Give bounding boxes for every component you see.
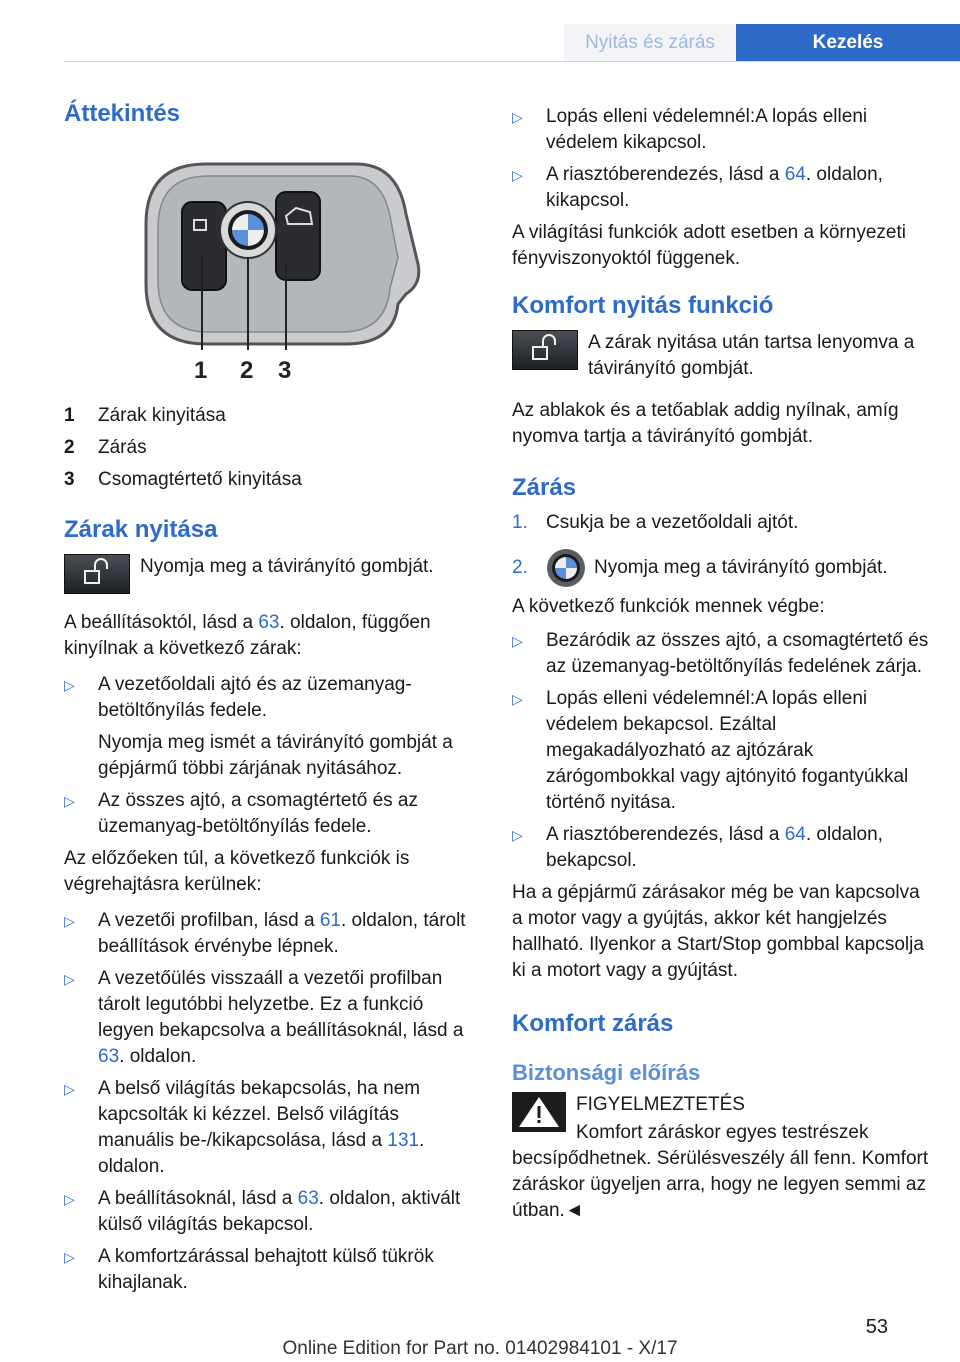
list-item (64, 1076, 476, 1180)
settings-text-post: . oldalon, függően kinyílnak a következő zárak: (64, 612, 431, 659)
step-text: Nyomja meg a távirányító gombját. (594, 557, 888, 578)
bullet-text: A riasztóberendezés, lásd a (546, 824, 785, 845)
bullet-text-post: . oldalon, bekapcsol. (546, 824, 883, 871)
bullet-text: Bezáródik az összes ajtó, a csomagtértető és az üzemanyag-betöltőnyílás fedelének zárja. (546, 630, 929, 677)
triangle-bullet-icon: ▷ (512, 691, 523, 707)
list-item (64, 1186, 476, 1238)
legend-text: Zárás (98, 437, 147, 458)
bullet-text: A vezetői profilban, lásd a (98, 910, 320, 931)
page-link-61[interactable]: 61 (319, 910, 341, 931)
bullet-text: A komfortzárással behajtott külső tükrök kihajlanak. (98, 1246, 434, 1293)
triangle-bullet-icon: ▷ (64, 677, 75, 693)
legend-item (64, 464, 476, 496)
page-link-63[interactable]: 63 (98, 1046, 120, 1067)
comfort-close-heading: Komfort zárás (512, 1010, 674, 1037)
section-tab[interactable]: Nyitás és zárás (564, 24, 736, 62)
step-text: Csukja be a vezetőoldali ajtót. (546, 512, 799, 533)
bullet-text: A beállításoknál, lásd a (98, 1188, 298, 1209)
triangle-bullet-icon: ▷ (64, 971, 75, 987)
running-header (564, 24, 960, 62)
remote-key-figure (136, 154, 426, 384)
triangle-bullet-icon: ▷ (64, 913, 75, 929)
bullet-text-post: . oldalon. (119, 1046, 197, 1067)
chapter-tab[interactable]: Kezelés (736, 24, 960, 62)
list-item (64, 788, 476, 840)
comfort-open-row (512, 330, 930, 382)
comfort-open-text: A zárak nyitása után tartsa lenyomva a távirányító gombját. (588, 332, 915, 379)
triangle-bullet-icon: ▷ (512, 167, 523, 183)
overview-heading: Áttekintés (64, 100, 181, 127)
warning-icon (512, 1092, 566, 1132)
bullet-text: A riasztóberendezés, lásd a (546, 164, 785, 185)
bullet-text: A vezetőoldali ajtó és az üzemanyag-betöltőnyílás fedele. (98, 674, 412, 721)
figure-label-3: 3 (278, 357, 292, 384)
header-divider (64, 61, 960, 62)
step-item (512, 510, 930, 536)
bullet-text-post: . oldalon. (98, 1130, 425, 1177)
unlock-instruction: Nyomja meg a távirányító gombját. (140, 556, 434, 577)
bullet-text-post: . oldalon, kikapcsol. (546, 164, 883, 211)
right-column (512, 104, 930, 1224)
footer-edition: Online Edition for Part no. 01402984101 - X/17 (282, 1338, 678, 1359)
triangle-bullet-icon: ▷ (512, 827, 523, 843)
unlock-instruction-row (64, 554, 476, 594)
bullet-text: A vezetőülés visszaáll a vezetői profilban tárolt legutóbbi helyzetbe. Ez a funkció legyen bekapcsolva a beállításoknál, lásd a (98, 968, 464, 1041)
settings-text-pre: A beállításoktól, lásd a (64, 612, 259, 633)
unlock-key-button (182, 202, 226, 290)
lighting-paragraph: A világítási funkciók adott esetben a környezeti fényviszonyoktól függenek. (512, 222, 906, 269)
bullet-text: A belső világítás bekapcsolás, ha nem kapcsolták ki kézzel. Belső világítás manuális be-/kikapcsolása, lásd a (98, 1078, 421, 1151)
legend-number: 3 (64, 469, 75, 490)
ignition-paragraph: Ha a gépjármű zárásakor még be van kapcsolva a motor vagy a gyújtás, akkor két hangjelzés hallható. Ilyenkor a Start/Stop gombbal kapcsolja ki a motort vagy a gyújtást. (512, 882, 924, 981)
bullet-text: Lopás elleni védelemnél:A lopás elleni védelem kikapcsol. (546, 106, 868, 153)
bullet-text: Az összes ajtó, a csomagtértető és az üzemanyag-betöltőnyílás fedele. (98, 790, 418, 837)
unlock-heading: Zárak nyitása (64, 516, 218, 543)
step-item (512, 548, 930, 588)
unlock-button-icon (64, 554, 130, 594)
page-link-63[interactable]: 63 (297, 1188, 319, 1209)
list-item (512, 628, 930, 680)
list-item (64, 672, 476, 782)
comfort-open-heading: Komfort nyitás funkció (512, 292, 774, 319)
bmw-logo-icon (546, 548, 586, 588)
unlock-button-icon (512, 330, 578, 370)
legend-item (64, 432, 476, 464)
lock-steps (512, 510, 930, 588)
trunk-key-button (276, 192, 320, 280)
triangle-bullet-icon: ▷ (64, 1191, 75, 1207)
list-item (64, 1244, 476, 1296)
warning-text: Komfort záráskor egyes testrészek becsípődhetnek. Sérülésveszély áll fenn. Komfort záráskor ügyeljen arra, hogy ne legyen semmi az útban.◄ (512, 1122, 929, 1221)
legend-text: Zárak kinyitása (98, 405, 226, 426)
bullet-text-post: . oldalon, tárolt beállítások érvénybe lépnek. (98, 910, 466, 957)
legend-number: 2 (64, 437, 75, 458)
page-link-63[interactable]: 63 (258, 612, 280, 633)
windows-paragraph: Az ablakok és a tetőablak addig nyílnak, amíg nyomva tartja a távirányító gombját. (512, 400, 899, 447)
step-number: 2. (512, 557, 528, 578)
lock-heading: Zárás (512, 474, 577, 501)
list-item (512, 162, 930, 214)
left-column (64, 98, 476, 1296)
legend-text: Csomagtértető kinyitása (98, 469, 302, 490)
triangle-bullet-icon: ▷ (64, 1249, 75, 1265)
step-number: 1. (512, 512, 528, 533)
triangle-bullet-icon: ▷ (512, 109, 523, 125)
list-item (512, 686, 930, 816)
page-link-131[interactable]: 131 (387, 1130, 420, 1151)
page-link-64[interactable]: 64 (784, 824, 806, 845)
list-item (64, 908, 476, 960)
figure-label-2: 2 (240, 357, 254, 384)
figure-legend (64, 400, 476, 496)
figure-label-1: 1 (194, 357, 208, 384)
list-item (512, 822, 930, 874)
warning-label: FIGYELMEZTETÉS (576, 1094, 745, 1115)
triangle-bullet-icon: ▷ (512, 633, 523, 649)
list-item (64, 966, 476, 1070)
page-number: 53 (865, 1316, 888, 1338)
safety-heading: Biztonsági előírás (512, 1060, 701, 1085)
legend-item (64, 400, 476, 432)
settings-paragraph (64, 610, 476, 662)
bullet-text: Lopás elleni védelemnél:A lopás elleni védelem bekapcsol. Ezáltal megakadályozható az ajtózárak zárógombokkal vagy ajtónyitó fogantyúkkal történő nyitása. (546, 688, 909, 813)
bullet-text-post: . oldalon, aktivált külső világítás bekapcsol. (98, 1188, 461, 1235)
legend-number: 1 (64, 405, 75, 426)
list-item (512, 104, 930, 156)
functions-paragraph: Az előzőeken túl, a következő funkciók is végrehajtásra kerülnek: (64, 848, 410, 895)
triangle-bullet-icon: ▷ (64, 1081, 75, 1097)
lock-functions-paragraph: A következő funkciók mennek végbe: (512, 596, 825, 617)
bullet-subtext: Nyomja meg ismét a távirányító gombját a gépjármű többi zárjának nyitásához. (98, 732, 453, 779)
page-link-64[interactable]: 64 (784, 164, 806, 185)
triangle-bullet-icon: ▷ (64, 793, 75, 809)
